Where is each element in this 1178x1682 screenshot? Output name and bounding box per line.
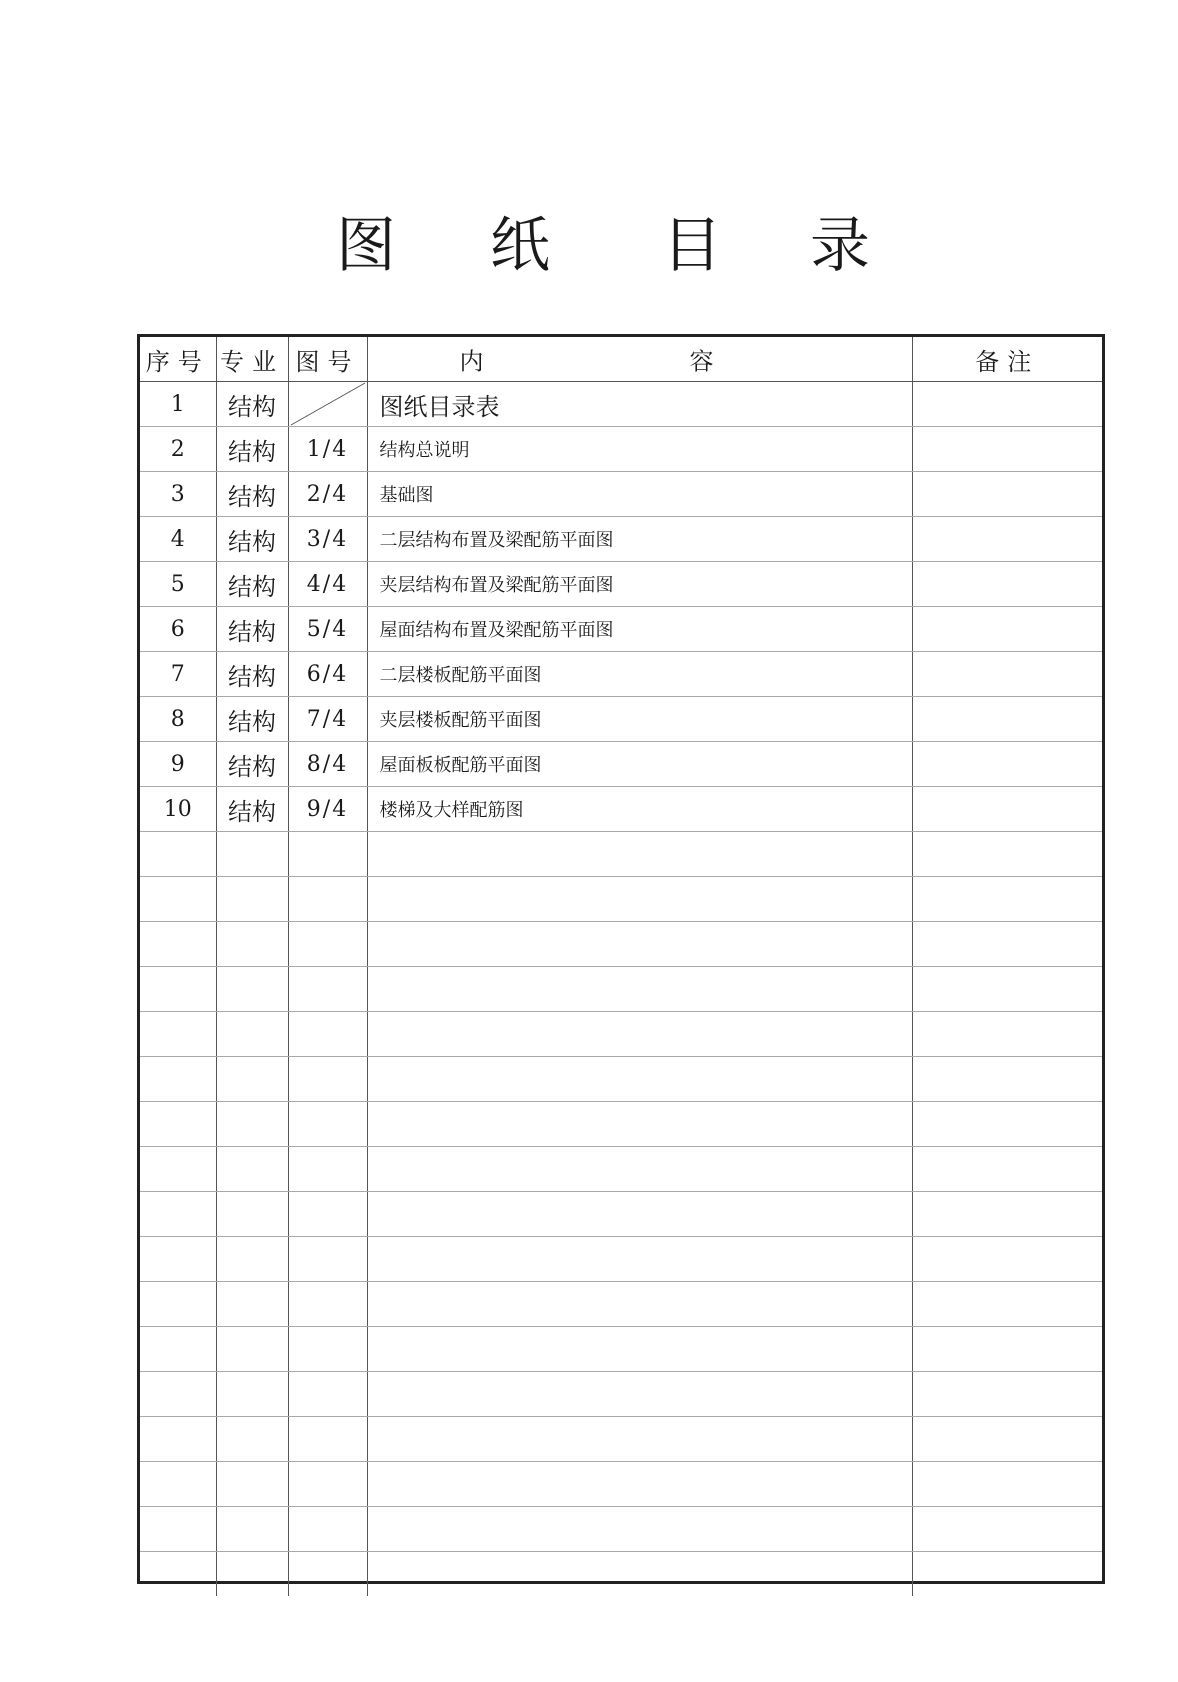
table-row xyxy=(140,787,1102,832)
empty-cell xyxy=(140,1327,216,1372)
empty-cell xyxy=(367,1012,912,1057)
empty-cell xyxy=(216,1012,288,1057)
empty-cell xyxy=(140,1057,216,1102)
header-remarks: 备注 xyxy=(912,337,1102,382)
cell-discipline: 结构 xyxy=(216,562,288,607)
empty-cell xyxy=(288,1057,367,1102)
empty-cell xyxy=(288,1147,367,1192)
cell-remarks xyxy=(912,787,1102,832)
empty-cell xyxy=(912,1057,1102,1102)
empty-cell xyxy=(912,1552,1102,1597)
cell-content: 夹层结构布置及梁配筋平面图 xyxy=(367,562,912,607)
cell-discipline: 结构 xyxy=(216,382,288,427)
empty-cell xyxy=(216,1192,288,1237)
empty-cell xyxy=(288,1462,367,1507)
empty-cell xyxy=(216,1462,288,1507)
cell-remarks xyxy=(912,607,1102,652)
cell-drawing-no: 6/4 xyxy=(288,652,367,697)
table-row xyxy=(140,607,1102,652)
empty-table-row xyxy=(140,832,1102,877)
cell-content: 屋面结构布置及梁配筋平面图 xyxy=(367,607,912,652)
empty-cell xyxy=(216,1147,288,1192)
title-char: 目 xyxy=(662,211,722,281)
empty-cell xyxy=(288,1237,367,1282)
empty-cell xyxy=(216,1327,288,1372)
cell-seq: 6 xyxy=(140,607,216,652)
empty-cell xyxy=(288,877,367,922)
cell-remarks xyxy=(912,562,1102,607)
drawing-index-table xyxy=(137,334,1105,1584)
cell-remarks xyxy=(912,517,1102,562)
cell-content: 夹层楼板配筋平面图 xyxy=(367,697,912,742)
empty-cell xyxy=(140,1372,216,1417)
empty-table-row xyxy=(140,1327,1102,1372)
empty-cell xyxy=(140,832,216,877)
empty-cell xyxy=(216,1102,288,1147)
cell-discipline: 结构 xyxy=(216,787,288,832)
empty-table-row xyxy=(140,1012,1102,1057)
empty-cell xyxy=(288,832,367,877)
empty-cell xyxy=(367,1147,912,1192)
empty-cell xyxy=(912,922,1102,967)
empty-cell xyxy=(288,1282,367,1327)
empty-cell xyxy=(216,1282,288,1327)
empty-cell xyxy=(367,1282,912,1327)
cell-seq: 3 xyxy=(140,472,216,517)
empty-cell xyxy=(367,1327,912,1372)
empty-cell xyxy=(367,1237,912,1282)
cell-discipline: 结构 xyxy=(216,742,288,787)
empty-cell xyxy=(140,1147,216,1192)
empty-cell xyxy=(216,1372,288,1417)
empty-cell xyxy=(216,922,288,967)
cell-discipline: 结构 xyxy=(216,607,288,652)
cell-content: 基础图 xyxy=(367,472,912,517)
empty-cell xyxy=(288,1012,367,1057)
empty-table-row xyxy=(140,1462,1102,1507)
empty-cell xyxy=(912,1237,1102,1282)
cell-discipline: 结构 xyxy=(216,517,288,562)
header-seq: 序号 xyxy=(140,337,216,382)
table-row xyxy=(140,472,1102,517)
table-row xyxy=(140,697,1102,742)
empty-cell xyxy=(288,1507,367,1552)
cell-seq: 1 xyxy=(140,382,216,427)
empty-cell xyxy=(140,1102,216,1147)
cell-content: 图纸目录表 xyxy=(367,382,912,427)
cell-remarks xyxy=(912,742,1102,787)
empty-cell xyxy=(912,832,1102,877)
empty-cell xyxy=(367,1372,912,1417)
empty-cell xyxy=(140,877,216,922)
empty-cell xyxy=(367,877,912,922)
empty-cell xyxy=(912,1102,1102,1147)
empty-cell xyxy=(288,1552,367,1597)
table-header-row xyxy=(140,337,1102,382)
table-row xyxy=(140,517,1102,562)
empty-cell xyxy=(216,1237,288,1282)
cell-drawing-no: 4/4 xyxy=(288,562,367,607)
empty-cell xyxy=(288,1372,367,1417)
empty-cell xyxy=(140,1237,216,1282)
empty-cell xyxy=(216,832,288,877)
empty-cell xyxy=(140,1552,216,1597)
table-row xyxy=(140,652,1102,697)
header-drawing-no: 图号 xyxy=(288,337,367,382)
empty-table-row xyxy=(140,1507,1102,1552)
cell-seq: 7 xyxy=(140,652,216,697)
empty-cell xyxy=(912,1372,1102,1417)
empty-table-row xyxy=(140,1417,1102,1462)
cell-drawing-no: 2/4 xyxy=(288,472,367,517)
empty-table-row xyxy=(140,877,1102,922)
empty-cell xyxy=(216,967,288,1012)
cell-drawing-no: 9/4 xyxy=(288,787,367,832)
empty-cell xyxy=(140,1462,216,1507)
cell-remarks xyxy=(912,697,1102,742)
cell-remarks xyxy=(912,472,1102,517)
empty-cell xyxy=(288,1327,367,1372)
cell-drawing-no: 8/4 xyxy=(288,742,367,787)
empty-table-row xyxy=(140,922,1102,967)
cell-drawing-no: 7/4 xyxy=(288,697,367,742)
empty-table-row xyxy=(140,1057,1102,1102)
empty-cell xyxy=(912,877,1102,922)
empty-table-row xyxy=(140,1147,1102,1192)
title-char: 图 xyxy=(336,211,396,281)
index-table xyxy=(140,337,1102,1596)
table-row xyxy=(140,742,1102,787)
empty-cell xyxy=(367,1507,912,1552)
empty-cell xyxy=(367,832,912,877)
empty-table-row xyxy=(140,1237,1102,1282)
cell-drawing-no: 3/4 xyxy=(288,517,367,562)
empty-table-row xyxy=(140,1372,1102,1417)
cell-seq: 4 xyxy=(140,517,216,562)
title-char: 纸 xyxy=(490,211,550,281)
empty-cell xyxy=(367,1102,912,1147)
empty-cell xyxy=(288,1102,367,1147)
empty-cell xyxy=(367,1417,912,1462)
empty-cell xyxy=(140,922,216,967)
empty-cell xyxy=(288,1192,367,1237)
empty-cell xyxy=(367,1192,912,1237)
cell-remarks xyxy=(912,652,1102,697)
empty-cell xyxy=(288,922,367,967)
cell-content: 屋面板板配筋平面图 xyxy=(367,742,912,787)
cell-discipline: 结构 xyxy=(216,427,288,472)
cell-seq: 2 xyxy=(140,427,216,472)
empty-cell xyxy=(912,1507,1102,1552)
empty-table-row xyxy=(140,1192,1102,1237)
blank-diagonal-line xyxy=(289,382,367,426)
empty-cell xyxy=(367,922,912,967)
empty-cell xyxy=(216,1417,288,1462)
table-row xyxy=(140,427,1102,472)
header-content-right: 容 xyxy=(689,347,722,376)
empty-cell xyxy=(367,1057,912,1102)
empty-cell xyxy=(140,1012,216,1057)
cell-discipline: 结构 xyxy=(216,652,288,697)
empty-cell xyxy=(216,877,288,922)
cell-seq: 8 xyxy=(140,697,216,742)
cell-content: 楼梯及大样配筋图 xyxy=(367,787,912,832)
table-row xyxy=(140,562,1102,607)
empty-cell xyxy=(140,1417,216,1462)
cell-remarks xyxy=(912,427,1102,472)
header-content-left: 内 xyxy=(459,347,492,376)
empty-cell xyxy=(367,1462,912,1507)
cell-seq: 9 xyxy=(140,742,216,787)
empty-cell xyxy=(216,1057,288,1102)
empty-cell xyxy=(140,1282,216,1327)
cell-seq: 5 xyxy=(140,562,216,607)
empty-cell xyxy=(288,1417,367,1462)
cell-content: 结构总说明 xyxy=(367,427,912,472)
empty-cell xyxy=(367,1552,912,1597)
empty-cell xyxy=(912,1282,1102,1327)
empty-cell xyxy=(216,1507,288,1552)
header-content xyxy=(367,337,912,382)
cell-seq: 10 xyxy=(140,787,216,832)
cell-remarks xyxy=(912,382,1102,427)
empty-table-row xyxy=(140,1552,1102,1597)
table-row xyxy=(140,382,1102,427)
empty-cell xyxy=(912,1327,1102,1372)
cell-content: 二层结构布置及梁配筋平面图 xyxy=(367,517,912,562)
cell-drawing-no xyxy=(288,382,367,427)
header-discipline: 专业 xyxy=(216,337,288,382)
empty-cell xyxy=(140,1192,216,1237)
empty-table-row xyxy=(140,1282,1102,1327)
empty-cell xyxy=(140,967,216,1012)
cell-content: 二层楼板配筋平面图 xyxy=(367,652,912,697)
cell-drawing-no: 1/4 xyxy=(288,427,367,472)
empty-cell xyxy=(367,967,912,1012)
empty-cell xyxy=(912,967,1102,1012)
cell-discipline: 结构 xyxy=(216,472,288,517)
cell-discipline: 结构 xyxy=(216,697,288,742)
empty-cell xyxy=(912,1192,1102,1237)
empty-cell xyxy=(912,1012,1102,1057)
empty-cell xyxy=(912,1417,1102,1462)
empty-table-row xyxy=(140,1102,1102,1147)
empty-cell xyxy=(140,1507,216,1552)
empty-cell xyxy=(216,1552,288,1597)
page-title xyxy=(0,206,1178,286)
empty-cell xyxy=(912,1462,1102,1507)
title-char: 录 xyxy=(810,211,870,281)
cell-drawing-no: 5/4 xyxy=(288,607,367,652)
empty-cell xyxy=(912,1147,1102,1192)
empty-cell xyxy=(288,967,367,1012)
empty-table-row xyxy=(140,967,1102,1012)
